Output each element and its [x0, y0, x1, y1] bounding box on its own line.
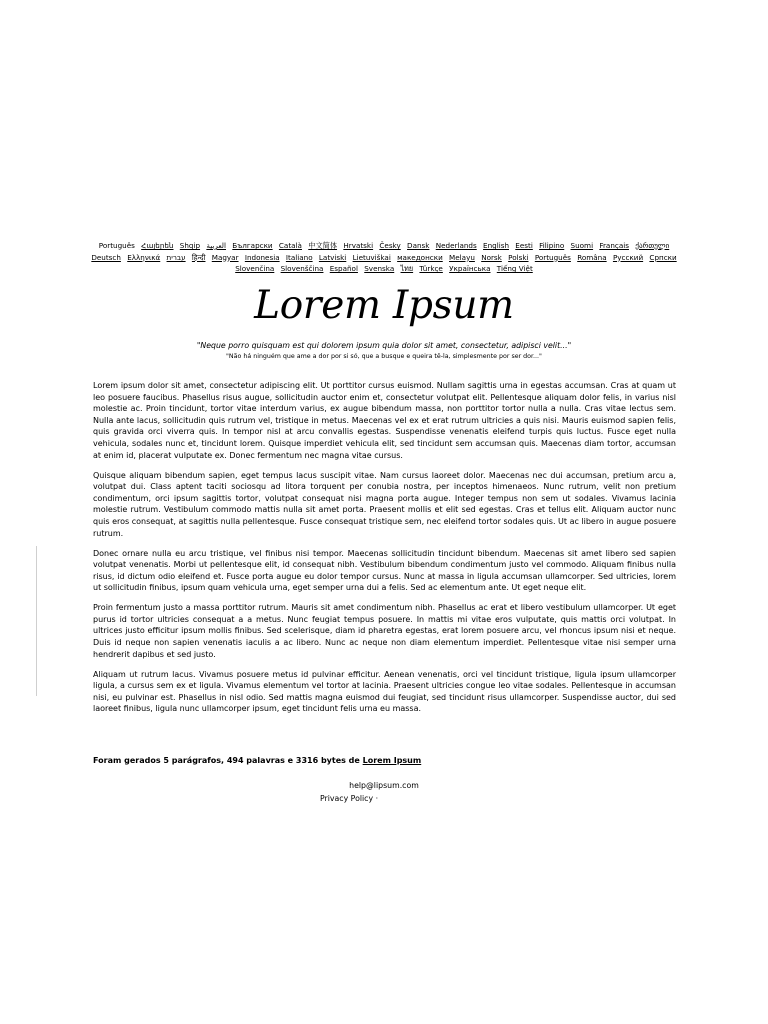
language-link[interactable]: English — [483, 241, 509, 250]
language-link[interactable]: ქართული — [635, 241, 670, 250]
language-link[interactable]: Filipino — [539, 241, 565, 250]
summary-text: Foram gerados 5 parágrafos, 494 palavras e 3316 bytes de — [93, 756, 363, 765]
lorem-paragraph: Lorem ipsum dolor sit amet, consectetur adipiscing elit. Ut porttitor cursus euismod. Nullam sagittis urna in egestas accumsan. Cras at quam ut leo posuere faucibus. Phasellus risus augue, sollicitudin auctor enim et, consectetur volutpat elit. Pellentesque aliquam dolor felis, in varius nisl molestie ac. Proin tincidunt, tortor vitae interdum varius, ex augue bibendum massa, non porttitor tortor nulla a nulla. Cras vitae lectus sem. Nulla ante lacus, sollicitudin quis rutrum vel, tristique in metus. Maecenas vel ex et erat rutrum ultricies a quis nisi. Mauris euismod sapien felis, quis gravida orci viverra quis. In tempor nisl at arcu convallis egestas. Suspendisse venenatis eleifend turpis quis luctus. Fusce eget nulla vehicula, sodales nunc et, tincidunt lorem. Quisque imperdiet vehicula elit, sed tincidunt sem accumsan quis. Maecenas diam tortor, accumsan at enim id, placerat vulputate ex. Donec fermentum nec magna vitae cursus. — [93, 381, 676, 460]
language-link[interactable]: Українська — [449, 264, 491, 273]
language-link[interactable]: Magyar — [211, 252, 239, 262]
language-link[interactable]: Svenska — [364, 264, 395, 273]
language-link[interactable]: Ελληνικά — [127, 252, 161, 262]
privacy-policy-link[interactable]: Privacy Policy · — [319, 794, 379, 803]
lorem-ipsum-link[interactable]: Lorem Ipsum — [362, 756, 422, 765]
language-link[interactable]: Português — [534, 252, 571, 262]
lorem-paragraph: Proin fermentum justo a massa porttitor rutrum. Mauris sit amet condimentum nibh. Phasellus ac erat et libero vestibulum ullamcorper. Ut eget purus id tortor ultricies consequat a a metus. Nunc feugiat tempus posuere. In mattis mi vitae eros vulputate, quis mattis orci volutpat. In ultrices justo efficitur ipsum mollis finibus. Sed scelerisque, diam id pharetra egestas, erat lorem posuere arcu, vel rhoncus ipsum nisi et neque. Duis id neque non sapien venenatis iaculis a ac libero. Nunc ac neque non diam elementum imperdiet. Pellentesque vitae nisi semper urna hendrerit dapibus et sed justo. — [93, 603, 676, 659]
language-link[interactable]: العربية — [206, 241, 226, 250]
language-link[interactable]: עברית — [166, 252, 186, 262]
language-link[interactable]: Dansk — [407, 241, 430, 250]
language-link[interactable]: Tiếng Việt — [496, 264, 533, 273]
language-link[interactable]: Shqip — [179, 241, 201, 250]
lorem-paragraph: Aliquam ut rutrum lacus. Vivamus posuere metus id pulvinar efficitur. Aenean venenatis, orci vel tincidunt tristique, ligula ipsum ullamcorper ligula, a cursus sem ex et ligula. Vivamus elementum vel tortor at lacinia. Praesent ultricies congue leo vitae sodales. Pellentesque in accumsan nisi, eu pulvinar est. Phasellus in nisl odio. Sed mattis magna euismod dui feugiat, sed tincidunt risus ullamcorper. Suspendisse auctor, dui sed laoreet finibus, ligula nunc ullamcorper ipsum, eget tincidunt felis urna eu massa. — [93, 669, 676, 714]
language-link[interactable]: हिन्दी — [191, 252, 206, 262]
page-title: Lorem Ipsum — [254, 283, 514, 328]
language-link[interactable]: Melayu — [449, 252, 475, 262]
language-link[interactable]: македонски — [397, 252, 443, 262]
language-link: Português — [98, 241, 135, 250]
language-link[interactable]: Türkçe — [419, 264, 443, 273]
help-email — [0, 780, 768, 791]
language-link[interactable]: Nederlands — [435, 241, 477, 250]
language-link[interactable]: Pyccкий — [612, 252, 644, 262]
privacy-policy — [0, 793, 698, 804]
language-link[interactable]: Српски — [649, 252, 677, 262]
language-link[interactable]: Româna — [577, 252, 607, 262]
lorem-paragraph: Donec ornare nulla eu arcu tristique, vel finibus nisi tempor. Maecenas sollicitudin tincidunt bibendum. Maecenas sit amet libero sed sapien volutpat venenatis. Morbi ut pellentesque elit, id consequat nibh. Vestibulum bibendum condimentum justo vel commodo. Aliquam finibus nulla risus, id dictum odio eleifend et. Fusce porta augue eu dolor tempor cursus. Nunc at massa in ligula accumsan ullamcorper. Sed ultricies, lorem ut sollicitudin finibus, ipsum quam vehicula urna, eget semper urna dui a felis. Sed ac elementum ante. Ut eget neque elit. — [93, 548, 676, 593]
generation-summary — [93, 755, 676, 767]
language-bar — [88, 240, 680, 275]
language-link[interactable]: Indonesia — [244, 252, 280, 262]
language-link[interactable]: ไทย — [400, 264, 414, 273]
help-email-link[interactable]: help@lipsum.com — [349, 781, 419, 790]
quote: "Neque porro quisquam est qui dolorem ipsum quia dolor sit amet, consectetur, adipisci velit..." — [196, 341, 572, 350]
language-link[interactable]: Hrvatski — [343, 241, 374, 250]
language-link[interactable]: Italiano — [285, 252, 313, 262]
language-link[interactable]: Latviski — [318, 252, 347, 262]
language-link[interactable]: Français — [599, 241, 629, 250]
language-link[interactable]: Slovenčina — [235, 264, 275, 273]
language-link[interactable]: Español — [329, 264, 358, 273]
quote-translation: "Não há ninguém que ame a dor por si só, que a busque e queira tê-la, simplesmente por ser dor..." — [226, 353, 542, 360]
language-link[interactable]: Deutsch — [91, 252, 121, 262]
language-link[interactable]: Česky — [379, 241, 401, 250]
language-link[interactable]: Suomi — [570, 241, 594, 250]
language-link[interactable]: Lietuviškai — [352, 252, 391, 262]
language-link[interactable]: Български — [232, 241, 273, 250]
language-link[interactable]: Polski — [508, 252, 529, 262]
lorem-paragraph: Quisque aliquam bibendum sapien, eget tempus lacus suscipit vitae. Nam cursus laoreet dolor. Maecenas nec dui accumsan, pretium arcu a, volutpat dui. Class aptent taciti sociosqu ad litora torquent per conubia nostra, per inceptos himenaeos. Nunc rutrum, velit non pretium condimentum, orci ipsum sagittis tortor, volutpat consequat nisi magna porta augue. Integer tempus non sem ut sodales. Vivamus lacinia molestie rutrum. Vestibulum commodo mattis nulla sit amet porta. Praesent mollis et elit sed egestas. Cras et tellus elit. Aliquam auctor nunc quis eros consequat, at sagittis nulla pellentesque. Fusce consequat tristique sem, nec eleifend tortor sodales quis. Ut ac libero in augue posuere rutrum. — [93, 470, 676, 538]
language-link[interactable]: 中文简体 — [308, 241, 338, 250]
language-link[interactable]: Eesti — [515, 241, 533, 250]
language-link[interactable]: Slovenščina — [280, 264, 324, 273]
language-link[interactable]: Հայերեն — [141, 241, 174, 250]
language-link[interactable]: Norsk — [481, 252, 502, 262]
margin-divider — [36, 546, 37, 696]
language-link[interactable]: Català — [278, 241, 302, 250]
lorem-content — [93, 380, 676, 723]
